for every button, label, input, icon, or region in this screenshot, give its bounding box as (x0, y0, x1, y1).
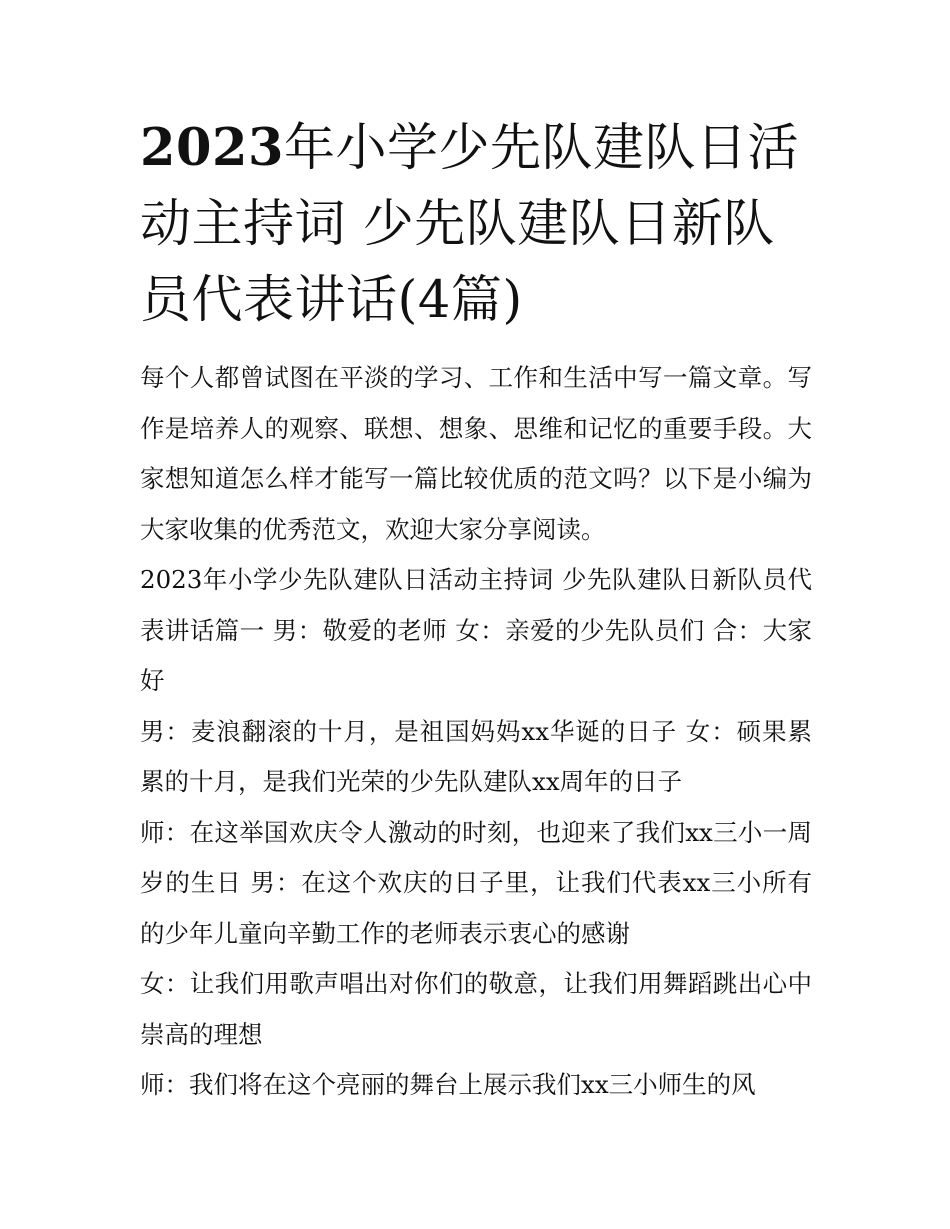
speech-paragraph: 男：麦浪翻滚的十月，是祖国妈妈xx华诞的日子 女：硕果累累的十月，是我们光荣的少先队建队xx周年的日子 (140, 716, 812, 796)
document-page (140, 110, 812, 1111)
speech-paragraph: 师：我们将在这个亮丽的舞台上展示我们xx三小师生的风 (140, 1070, 756, 1099)
title-year: 2023 (140, 118, 284, 178)
speech-paragraph: 女：让我们用歌声唱出对你们的敬意，让我们用舞蹈跳出心中崇高的理想 (140, 969, 812, 1049)
speech-paragraph: 2023年小学少先队建队日活动主持词 少先队建队日新队员代表讲话篇一 男：敬爱的老师 女：亲爱的少先队员们 合：大家好 (140, 565, 812, 695)
speech-paragraph: 师：在这举国欢庆令人激动的时刻，也迎来了我们xx三小一周岁的生日 男：在这个欢庆的日子里，让我们代表xx三小所有的少年儿童向辛勤工作的老师表示衷心的感谢 (140, 817, 812, 948)
title-text: 年小学少先队建队日活动主持词 少先队建队日新队员代表讲话(4篇) (140, 119, 799, 330)
intro-paragraph: 每个人都曾试图在平淡的学习、工作和生活中写一篇文章。写作是培养人的观察、联想、想象、思维和记忆的重要手段。大家想知道怎么样才能写一篇比较优质的范文吗？以下是小编为大家收集的优秀范文，欢迎大家分享阅读。 (140, 363, 812, 544)
document-body (140, 353, 812, 1111)
document-title (140, 110, 812, 339)
